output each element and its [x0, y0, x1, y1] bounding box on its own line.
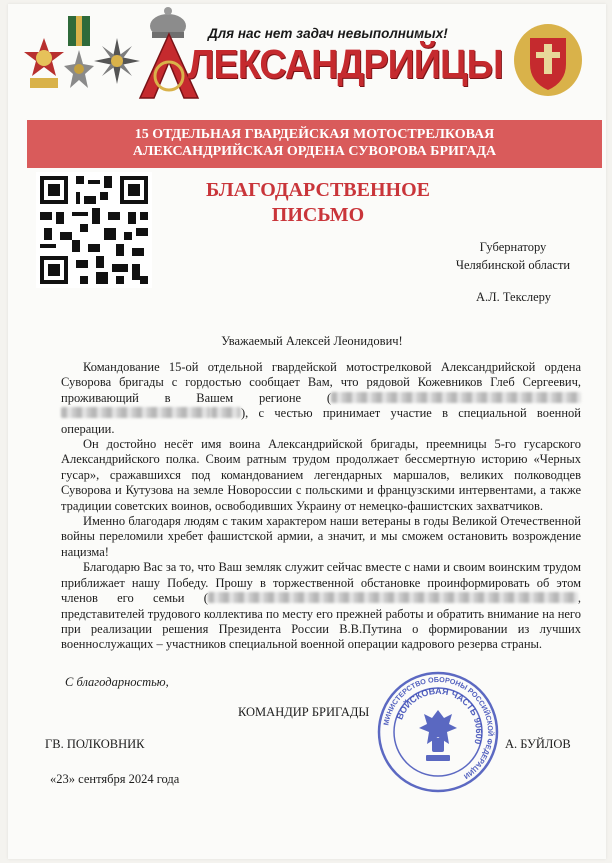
closing-phrase: С благодарностью,	[65, 675, 169, 689]
letter-page	[8, 4, 606, 859]
paragraph-2: Он достойно несёт имя воина Александрийской бригады, преемницы 5-го гусарского Александрийского полка. Своим ратным трудом продолжает бессмертную историю «Черных гусар», сражавшихся под командованием легендарных маршалов, великих полководцев Суворова и Кутузова на земле Новороссии с польскими и французскими интервентами, а также традиции советских воинов, освободивших Украину от немецко-фашистских захватчиков.	[61, 437, 581, 513]
banner-line-1: 15 ОТДЕЛЬНАЯ ГВАРДЕЙСКАЯ МОТОСТРЕЛКОВАЯ	[134, 127, 495, 142]
salutation: Уважаемый Алексей Леонидович!	[221, 334, 403, 348]
document-title	[168, 178, 468, 228]
official-stamp-icon	[376, 670, 500, 794]
title-line-2: ПИСЬМО	[271, 204, 365, 226]
redacted-address-2	[61, 407, 211, 418]
signer-rank: ГВ. ПОЛКОВНИК	[45, 737, 145, 751]
coat-of-arms-icon	[512, 22, 584, 98]
addressee-name: А.Л. Текслеру	[476, 290, 552, 304]
letter-body	[61, 360, 581, 653]
signer-name: А. БУЙЛОВ	[505, 737, 571, 751]
title-line-1: БЛАГОДАРСТВЕННОЕ	[206, 179, 430, 201]
brigade-banner	[27, 120, 602, 168]
redacted-address-3	[211, 407, 241, 418]
paragraph-1	[61, 360, 581, 437]
commander-title: КОМАНДИР БРИГАДЫ	[238, 705, 370, 719]
suvorov-cross-icon	[94, 38, 140, 84]
motto-text: Для нас нет задач невыполнимых!	[208, 26, 448, 41]
svg-text:МИНИСТЕРСТВО ОБОРОНЫ РОССИЙСКО: МИНИСТЕРСТВО ОБОРОНЫ РОССИЙСКОЙ ФЕДЕРАЦИИ	[381, 674, 496, 782]
paragraph-4-text-a: Благодарю Вас за то, что Ваш земляк служит сейчас вместе с нами и своим воинским трудом приближает нашу Победу. Прошу в торжественной обстановке проинформировать об этом членов его семьи (	[61, 560, 581, 606]
paragraph-1-text-b: ), с честью принимает участие в специальной военной операции.	[61, 406, 581, 436]
letter-date: «23» сентября 2024 года	[50, 772, 180, 786]
paragraph-3: Именно благодаря людям с таким характером наши ветераны в годы Великой Отечественной войны переломили хребет фашистской армии, а значит, и мы сможем остановить возрождение нацизма!	[61, 514, 581, 559]
redacted-family	[208, 592, 578, 603]
brigade-name-title: ЛЕКСАНДРИЙЦЫ	[188, 41, 503, 87]
svg-text:ВОЙСКОВАЯ ЧАСТЬ 90600: ВОЙСКОВАЯ ЧАСТЬ 90600	[394, 685, 485, 746]
addressee-block	[438, 238, 588, 274]
redacted-address	[331, 392, 581, 403]
paragraph-1-text-a: Командование 15-ой отдельной гвардейской мотострелковой Александрийской ордена Суворова бригады с гордостью сообщает Вам, что рядовой Кожевников Глеб Сергеевич, проживающий в Вашем регионе (	[61, 360, 581, 405]
order-ribbon-icon	[64, 16, 94, 100]
paragraph-4	[61, 560, 581, 652]
banner-line-2: АЛЕКСАНДРИЙСКАЯ ОРДЕНА СУВОРОВА БРИГАДА	[132, 144, 497, 159]
paragraph-4-text-b: , представителей трудового коллектива по месту его прежней работы и обратить внимание на него при реализации решения Президента России В.В.Путина о формировании из лучших военнослужащих – участников специальной военной операции кадрового резерва страны.	[61, 591, 581, 652]
qr-code-icon	[36, 172, 152, 288]
addressee-line-2: Челябинской области	[455, 258, 571, 272]
guards-badge-icon	[22, 36, 66, 90]
addressee-line-1: Губернатору	[479, 240, 547, 254]
